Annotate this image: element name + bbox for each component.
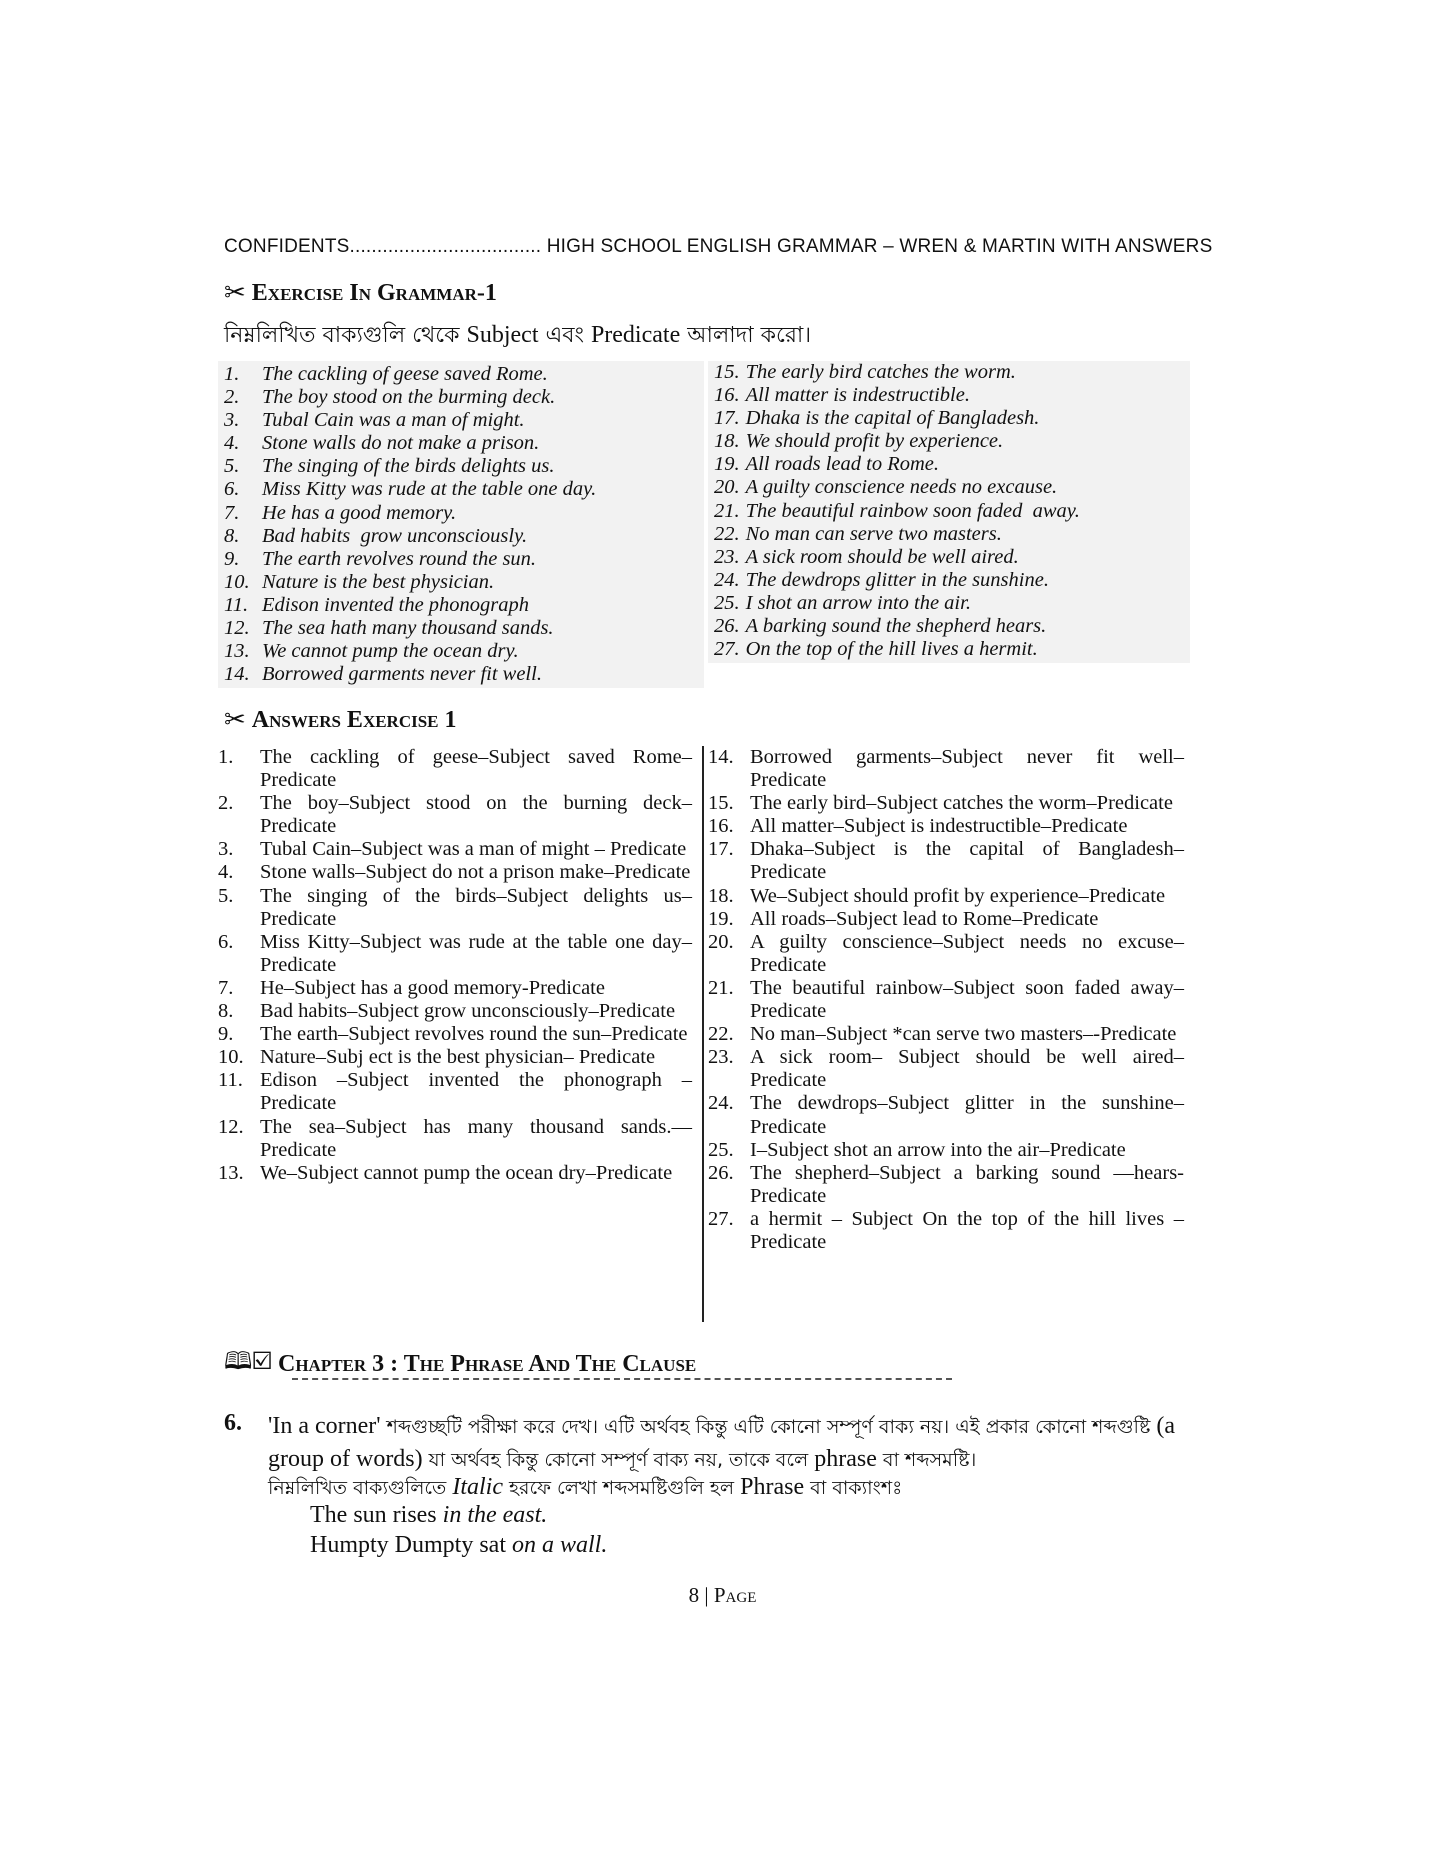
answer-number: 7. xyxy=(218,976,234,999)
answer-item xyxy=(708,838,1184,884)
item-number: 1. xyxy=(224,363,240,385)
paragraph-number: 6. xyxy=(224,1410,242,1436)
answer-text: a hermit – Subject On the top of the hill lives – Predicate xyxy=(750,1207,1184,1253)
exercise-title: Exercise In Grammar-1 xyxy=(251,279,497,306)
item-text: He has a good memory. xyxy=(262,501,457,524)
answer-text: Tubal Cain–Subject was a man of might – Predicate xyxy=(260,838,687,861)
item-number: 3. xyxy=(224,409,240,432)
item-number: 16. xyxy=(714,384,740,407)
example-sentence xyxy=(310,1500,607,1530)
exercise-heading xyxy=(224,278,497,308)
answer-number: 12. xyxy=(218,1115,244,1138)
answers-heading xyxy=(224,705,457,735)
list-item xyxy=(714,615,1190,638)
item-text: On the top of the hill lives a hermit. xyxy=(745,638,1038,661)
answer-text: The boy–Subject stood on the burning deck–Predicate xyxy=(260,792,692,838)
list-item xyxy=(224,455,704,478)
answer-number: 8. xyxy=(218,1000,234,1023)
answer-item xyxy=(218,861,692,884)
answer-number: 4. xyxy=(218,861,234,884)
paragraph-bn-text: যা অর্থবহ কিন্তু কোনো সম্পূর্ণ বাক্য নয়, তাকে বলে xyxy=(422,1449,815,1471)
item-number: 23. xyxy=(714,545,740,568)
answer-item xyxy=(218,1162,692,1185)
answer-item xyxy=(218,1116,692,1162)
italic-word: Italic xyxy=(452,1474,503,1500)
paragraph-bn-text: হরফে লেখা শব্দসমষ্টিগুলি হল xyxy=(503,1477,741,1499)
answer-text: He–Subject has a good memory-Predicate xyxy=(260,976,605,999)
item-number: 19. xyxy=(714,453,740,476)
answer-item xyxy=(708,1023,1184,1046)
instruction-bn-2: এবং xyxy=(538,323,591,348)
item-text: Borrowed garments never fit well. xyxy=(262,663,542,686)
list-item xyxy=(714,523,1190,546)
list-item xyxy=(224,409,704,432)
answer-item xyxy=(218,792,692,838)
item-text: The singing of the birds delights us. xyxy=(262,455,555,478)
phrase-example: 'In a corner' xyxy=(268,1413,381,1439)
item-number: 12. xyxy=(224,617,250,640)
paragraph-bn-text: বা শব্দসমষ্টি। xyxy=(876,1449,977,1471)
item-text: I shot an arrow into the air. xyxy=(745,591,971,614)
answer-text: Edison –Subject invented the phonograph – Predicate xyxy=(260,1069,692,1115)
answer-item xyxy=(218,931,692,977)
item-number: 18. xyxy=(714,430,740,453)
answer-text: The cackling of geese–Subject saved Rome–Predicate xyxy=(260,746,692,792)
list-item xyxy=(224,594,704,617)
answer-text: The singing of the birds–Subject delights us–Predicate xyxy=(260,884,692,930)
answer-item xyxy=(708,746,1184,792)
item-text: The cackling of geese saved Rome. xyxy=(262,363,548,385)
paragraph-en-text: phrase xyxy=(814,1446,877,1472)
example-italic: in the east. xyxy=(442,1502,548,1528)
paragraph-en-text: (a xyxy=(1156,1413,1176,1439)
item-text: A sick room should be well aired. xyxy=(745,545,1019,568)
answer-item xyxy=(218,885,692,931)
answer-item xyxy=(218,838,692,861)
answer-item xyxy=(708,792,1184,815)
answer-item xyxy=(708,1162,1184,1208)
answer-text: We–Subject should profit by experience–Predicate xyxy=(750,884,1166,907)
answer-number: 1. xyxy=(218,746,234,768)
list-item xyxy=(714,430,1190,453)
item-text: Bad habits grow unconsciously. xyxy=(262,524,528,547)
answer-item xyxy=(218,977,692,1000)
answer-number: 19. xyxy=(708,907,734,930)
answer-item xyxy=(218,1000,692,1023)
answer-number: 16. xyxy=(708,815,734,838)
answer-item xyxy=(708,977,1184,1023)
list-item xyxy=(224,617,704,640)
answer-number: 26. xyxy=(708,1161,734,1184)
instruction-bn-1: নিম্নলিখিত বাক্যগুলি থেকে xyxy=(224,323,467,348)
answer-number: 10. xyxy=(218,1046,244,1069)
list-item xyxy=(224,525,704,548)
list-item xyxy=(714,361,1190,384)
item-text: Dhaka is the capital of Bangladesh. xyxy=(745,407,1040,430)
answer-item xyxy=(708,1046,1184,1092)
chapter-title: Chapter 3 : The Phrase And The Clause xyxy=(278,1351,697,1377)
scissors-icon: ✂ xyxy=(224,705,246,734)
answer-item xyxy=(708,1139,1184,1162)
item-text: No man can serve two masters. xyxy=(745,522,1002,545)
answer-number: 14. xyxy=(708,746,734,768)
answer-item xyxy=(708,815,1184,838)
page-number: 8 xyxy=(688,1583,700,1607)
example-plain: Humpty Dumpty sat xyxy=(310,1532,512,1558)
item-number: 7. xyxy=(224,501,240,524)
item-number: 20. xyxy=(714,476,740,499)
list-item xyxy=(714,592,1190,615)
list-item xyxy=(224,478,704,501)
answer-item xyxy=(218,1046,692,1069)
item-text: Stone walls do not make a prison. xyxy=(262,432,540,455)
list-item xyxy=(224,548,704,571)
item-text: A barking sound the shepherd hears. xyxy=(745,615,1047,638)
answer-text: The shepherd–Subject a barking sound —hears-Predicate xyxy=(750,1161,1184,1207)
instruction-en-subject: Subject xyxy=(466,322,539,348)
paragraph-bn-text: নিম্নলিখিত বাক্যগুলিতে xyxy=(268,1477,453,1499)
answer-number: 11. xyxy=(218,1069,243,1092)
item-text: Nature is the best physician. xyxy=(262,570,495,593)
list-item xyxy=(224,571,704,594)
answer-number: 20. xyxy=(708,930,734,953)
answer-text: A sick room– Subject should be well aired–Predicate xyxy=(750,1046,1184,1092)
answers-table xyxy=(218,746,1186,1322)
instruction-bn-3: আলাদা করো। xyxy=(680,323,812,348)
answer-number: 17. xyxy=(708,838,734,861)
paragraph-body xyxy=(268,1410,1186,1476)
item-text: The earth revolves round the sun. xyxy=(262,547,537,570)
footer-separator: | xyxy=(699,1583,714,1607)
answer-text: All matter–Subject is indestructible–Predicate xyxy=(750,815,1128,838)
chapter-underline xyxy=(292,1378,952,1380)
answer-text: The early bird–Subject catches the worm–Predicate xyxy=(750,792,1173,815)
answers-list-right xyxy=(708,746,1184,1254)
scissors-icon: ✂ xyxy=(224,278,246,307)
answer-text: The dewdrops–Subject glitter in the sunshine–Predicate xyxy=(750,1092,1184,1138)
item-number: 25. xyxy=(714,591,740,614)
list-item xyxy=(714,546,1190,569)
list-item xyxy=(714,638,1190,661)
answer-text: Dhaka–Subject is the capital of Bangladesh–Predicate xyxy=(750,838,1184,884)
answer-number: 3. xyxy=(218,838,234,861)
answer-number: 18. xyxy=(708,884,734,907)
list-item xyxy=(224,663,704,686)
list-item xyxy=(714,407,1190,430)
list-item xyxy=(224,432,704,455)
list-item xyxy=(714,384,1190,407)
phrase-examples xyxy=(310,1500,607,1560)
running-header xyxy=(224,236,1213,258)
item-number: 2. xyxy=(224,386,240,409)
answer-number: 6. xyxy=(218,930,234,953)
answer-text: The earth–Subject revolves round the sun–Predicate xyxy=(260,1023,688,1046)
answer-text: A guilty conscience–Subject needs no excuse–Predicate xyxy=(750,930,1184,976)
item-text: Edison invented the phonograph xyxy=(262,593,530,616)
answer-text: Nature–Subj ect is the best physician– Predicate xyxy=(260,1046,656,1069)
item-text: All matter is indestructible. xyxy=(745,384,970,407)
item-number: 10. xyxy=(224,570,250,593)
header-right: HIGH SCHOOL ENGLISH GRAMMAR – WREN & MARTIN WITH ANSWERS xyxy=(541,236,1213,257)
answer-number: 25. xyxy=(708,1138,734,1161)
answer-item xyxy=(218,1069,692,1115)
item-text: We cannot pump the ocean dry. xyxy=(262,640,519,663)
item-number: 21. xyxy=(714,499,740,522)
answer-text: We–Subject cannot pump the ocean dry–Predicate xyxy=(260,1161,673,1184)
example-plain: The sun rises xyxy=(310,1502,443,1528)
answer-item xyxy=(218,746,692,792)
item-text: A guilty conscience needs no excause. xyxy=(745,476,1058,499)
list-item xyxy=(714,500,1190,523)
answer-number: 23. xyxy=(708,1046,734,1069)
list-item xyxy=(714,569,1190,592)
item-number: 27. xyxy=(714,638,740,661)
item-number: 11. xyxy=(224,593,249,616)
example-italic: on a wall. xyxy=(512,1532,608,1558)
header-left: CONFIDENTS................................... xyxy=(224,236,542,257)
item-number: 17. xyxy=(714,407,740,430)
exercise-list-left xyxy=(218,361,704,688)
paragraph-en-text: group of words) xyxy=(268,1446,423,1472)
answer-item xyxy=(218,1023,692,1046)
item-number: 15. xyxy=(714,361,740,383)
item-text: The early bird catches the worm. xyxy=(745,361,1016,383)
item-number: 5. xyxy=(224,455,240,478)
exercise-list-right xyxy=(708,361,1190,663)
item-text: The dewdrops glitter in the sunshine. xyxy=(745,568,1049,591)
item-number: 26. xyxy=(714,615,740,638)
paragraph-en-text: Phrase xyxy=(740,1474,805,1500)
item-text: We should profit by experience. xyxy=(745,430,1004,453)
item-text: The beautiful rainbow soon faded away. xyxy=(745,499,1080,522)
item-number: 24. xyxy=(714,568,740,591)
exercise-instruction xyxy=(224,318,811,355)
answer-item xyxy=(708,1092,1184,1138)
item-number: 6. xyxy=(224,478,240,501)
list-item xyxy=(224,386,704,409)
page-label: Page xyxy=(713,1583,757,1607)
item-number: 13. xyxy=(224,640,250,663)
item-text: All roads lead to Rome. xyxy=(745,453,940,476)
list-item xyxy=(714,476,1190,499)
answer-text: Stone walls–Subject do not a prison make–Predicate xyxy=(260,861,691,884)
answer-number: 13. xyxy=(218,1161,244,1184)
page-footer xyxy=(0,1583,1445,1608)
answer-number: 9. xyxy=(218,1023,234,1046)
answer-text: No man–Subject *can serve two masters–-Predicate xyxy=(750,1023,1177,1046)
answer-text: All roads–Subject lead to Rome–Predicate xyxy=(750,907,1099,930)
item-text: The boy stood on the burming deck. xyxy=(262,386,556,409)
answers-title: Answers Exercise 1 xyxy=(251,706,457,733)
paragraph-bn-text: শব্দগুচ্ছটি পরীক্ষা করে দেখ। এটি অর্থবহ কিন্তু এটি কোনো সম্পূর্ণ বাক্য নয়। এই প্রকার কোনো শব্দগুষ্টি xyxy=(380,1416,1157,1438)
answer-number: 5. xyxy=(218,884,234,907)
paragraph-bn-text: বা বাক্যাংশঃ xyxy=(804,1477,903,1499)
answers-list-left xyxy=(218,746,692,1185)
answer-text: The sea–Subject has many thousand sands.—Predicate xyxy=(260,1115,692,1161)
paragraph-line-1 xyxy=(268,1410,1186,1443)
answer-text: I–Subject shot an arrow into the air–Predicate xyxy=(750,1138,1126,1161)
example-sentence xyxy=(310,1530,607,1560)
list-item xyxy=(224,640,704,663)
answer-text: The beautiful rainbow–Subject soon faded away–Predicate xyxy=(750,976,1184,1023)
answer-number: 22. xyxy=(708,1023,734,1046)
answer-item xyxy=(708,931,1184,977)
answer-item xyxy=(708,885,1184,908)
item-text: The sea hath many thousand sands. xyxy=(262,617,554,640)
list-item xyxy=(224,363,704,386)
answer-number: 27. xyxy=(708,1207,734,1230)
list-item xyxy=(714,453,1190,476)
item-number: 22. xyxy=(714,522,740,545)
instruction-en-predicate: Predicate xyxy=(590,322,681,348)
paragraph-line-3 xyxy=(268,1472,902,1503)
answer-text: Miss Kitty–Subject was rude at the table one day–Predicate xyxy=(260,930,692,976)
answer-number: 24. xyxy=(708,1092,734,1115)
book-check-icon: 🕮☑ xyxy=(224,1349,272,1375)
item-text: Tubal Cain was a man of might. xyxy=(262,409,525,432)
answer-item xyxy=(708,908,1184,931)
answer-number: 21. xyxy=(708,976,734,999)
item-number: 9. xyxy=(224,547,240,570)
answer-text: Borrowed garments–Subject never fit well–Predicate xyxy=(750,746,1184,792)
answer-number: 2. xyxy=(218,792,234,815)
item-text: Miss Kitty was rude at the table one day. xyxy=(262,478,597,501)
answer-text: Bad habits–Subject grow unconsciously–Predicate xyxy=(260,1000,676,1023)
answer-number: 15. xyxy=(708,792,734,815)
column-divider xyxy=(702,746,704,1322)
item-number: 4. xyxy=(224,432,240,455)
item-number: 8. xyxy=(224,524,240,547)
list-item xyxy=(224,502,704,525)
item-number: 14. xyxy=(224,663,250,686)
answer-item xyxy=(708,1208,1184,1254)
